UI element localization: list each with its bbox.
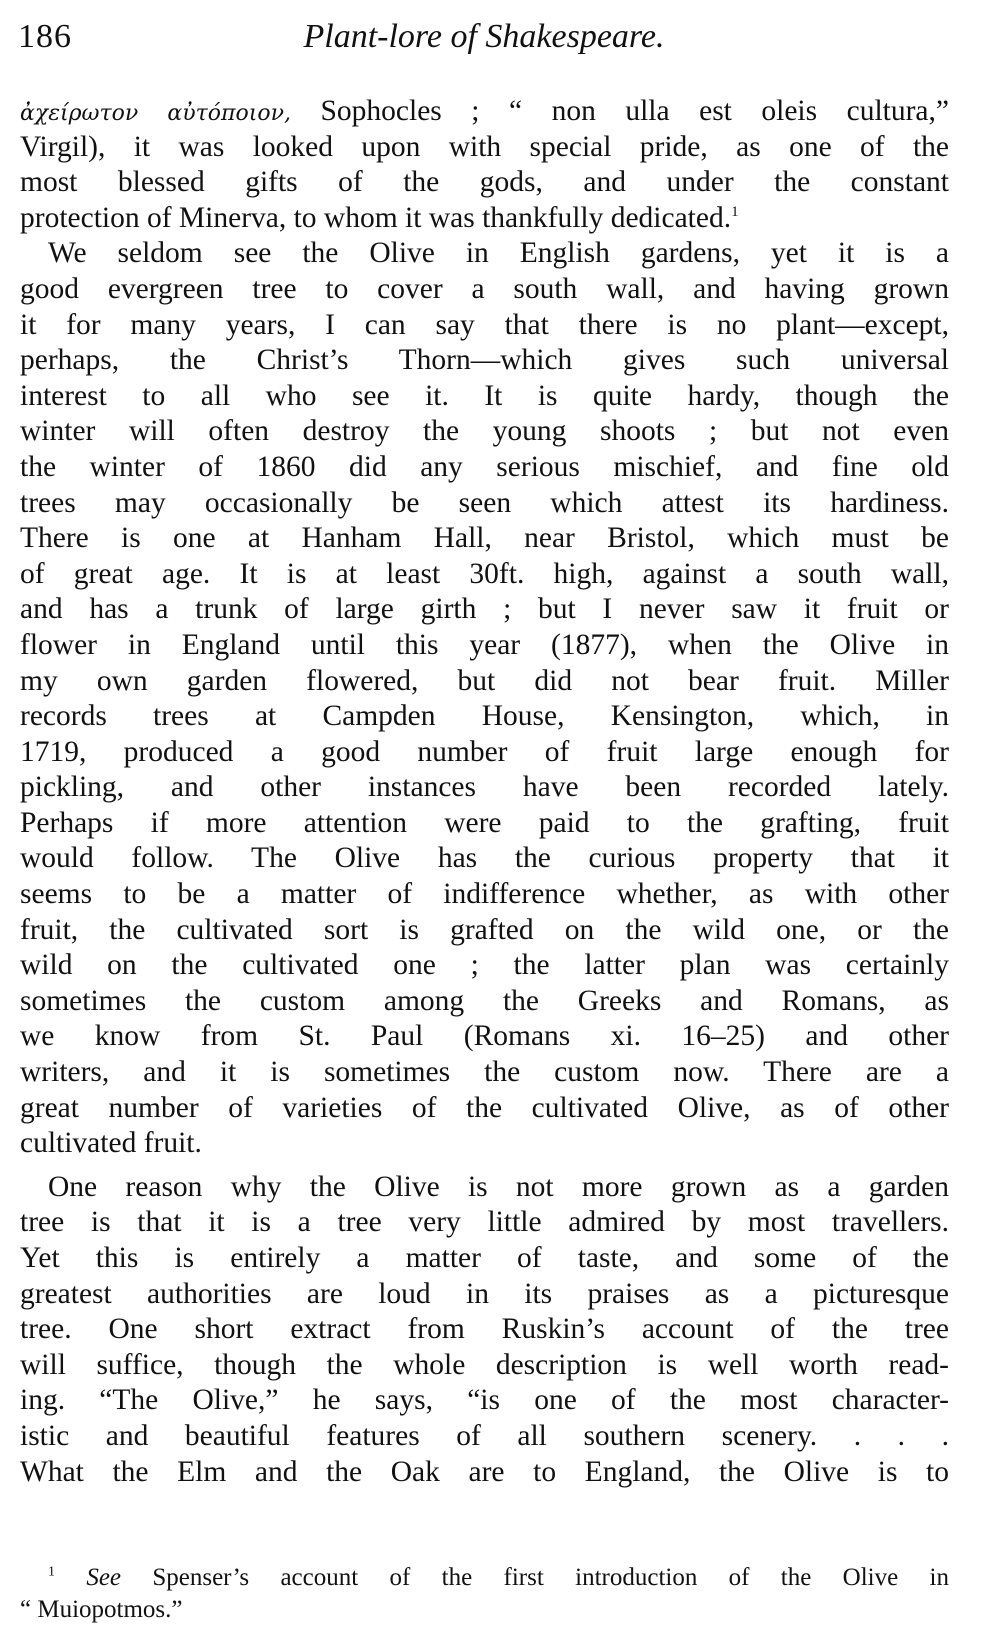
text-line: winter will often destroy the young shoots ; but not even — [20, 415, 949, 448]
paragraph-gap — [20, 1162, 949, 1170]
line-text: protection of Minerva, to whom it was thankfully dedicated. — [20, 201, 732, 234]
text-line: my own garden flowered, but did not bear fruit. Miller — [20, 664, 949, 697]
text-line: cultivated fruit. — [20, 1127, 202, 1160]
text-line: most blessed gifts of the gods, and under the constant — [20, 166, 949, 199]
text-line: Yet this is entirely a matter of taste, and some of the — [20, 1242, 949, 1274]
text-line: and has a trunk of large girth ; but I never saw it fruit or — [20, 593, 949, 626]
line-text: Sophocles ; “ non ulla est oleis cultura,” — [291, 95, 949, 127]
footnote-text: Spenser’s account of the first introduction of the Olive in — [121, 1564, 949, 1591]
page-number: 186 — [18, 18, 72, 55]
text-line: 1719, produced a good number of fruit large enough for — [20, 735, 949, 768]
text-line: istic and beautiful features of all southern scenery. . . . — [20, 1419, 949, 1452]
text-line: We seldom see the Olive in English gardens, yet it is a — [48, 237, 949, 270]
text-line: flower in England until this year (1877), when the Olive in — [20, 628, 949, 661]
text-line: tree. One short extract from Ruskin’s account of the tree — [20, 1313, 949, 1346]
body-text — [20, 94, 949, 1490]
text-line: writers, and it is sometimes the custom now. There are a — [20, 1056, 949, 1089]
text-line: seems to be a matter of indifference whether, as with other — [20, 878, 949, 911]
text-line: great number of varieties of the cultivated Olive, as of other — [20, 1091, 949, 1124]
footnote-marker: 1 — [48, 1564, 55, 1580]
text-line: tree is that it is a tree very little admired by most travellers. — [20, 1206, 949, 1239]
text-line: of great age. It is at least 30ft. high, against a south wall, — [20, 557, 949, 590]
text-line: pickling, and other instances have been recorded lately. — [20, 771, 949, 804]
text-line: sometimes the custom among the Greeks and Romans, as — [20, 984, 949, 1017]
footnote-line — [20, 1562, 949, 1594]
greek-phrase: ἀχείρωτον αὐτόποιον, — [20, 101, 291, 126]
text-line: perhaps, the Christ’s Thorn—which gives such universal — [20, 344, 949, 377]
running-title: Plant-lore of Shakespeare. — [303, 18, 665, 55]
text-line: wild on the cultivated one ; the latter plan was certainly — [20, 949, 949, 982]
footnote-see: See — [86, 1564, 122, 1591]
footnote — [20, 1562, 949, 1626]
text-line: good evergreen tree to cover a south wall, and having grown — [20, 272, 949, 305]
text-line: ing. “The Olive,” he says, “is one of the most character- — [20, 1384, 949, 1417]
text-line — [20, 201, 949, 237]
text-line: Perhaps if more attention were paid to the grafting, fruit — [20, 806, 949, 839]
text-line: we know from St. Paul (Romans xi. 16–25) and other — [20, 1020, 949, 1053]
text-line: records trees at Campden House, Kensington, which, in — [20, 700, 949, 733]
text-line: Virgil), it was looked upon with special pride, as one of the — [20, 130, 949, 163]
page-header — [18, 18, 950, 62]
text-line: fruit, the cultivated sort is grafted on the wild one, or the — [20, 913, 949, 946]
text-line: will suffice, though the whole description is well worth read- — [20, 1348, 949, 1381]
text-line: One reason why the Olive is not more grown as a garden — [48, 1170, 949, 1203]
footnote-reference[interactable]: 1 — [731, 203, 739, 220]
footnote-line: “ Muiopotmos.” — [20, 1596, 183, 1623]
text-line: it for many years, I can say that there is no plant—except, — [20, 308, 949, 341]
text-line: What the Elm and the Oak are to England, the Olive is to — [20, 1455, 949, 1488]
text-line — [20, 94, 949, 130]
text-line: interest to all who see it. It is quite hardy, though the — [20, 379, 949, 412]
text-line: greatest authorities are loud in its praises as a picturesque — [20, 1277, 949, 1310]
text-line: the winter of 1860 did any serious mischief, and fine old — [20, 450, 949, 483]
text-line: would follow. The Olive has the curious property that it — [20, 842, 949, 875]
text-line: trees may occasionally be seen which attest its hardiness. — [20, 486, 949, 519]
text-line: There is one at Hanham Hall, near Bristol, which must be — [20, 522, 949, 555]
